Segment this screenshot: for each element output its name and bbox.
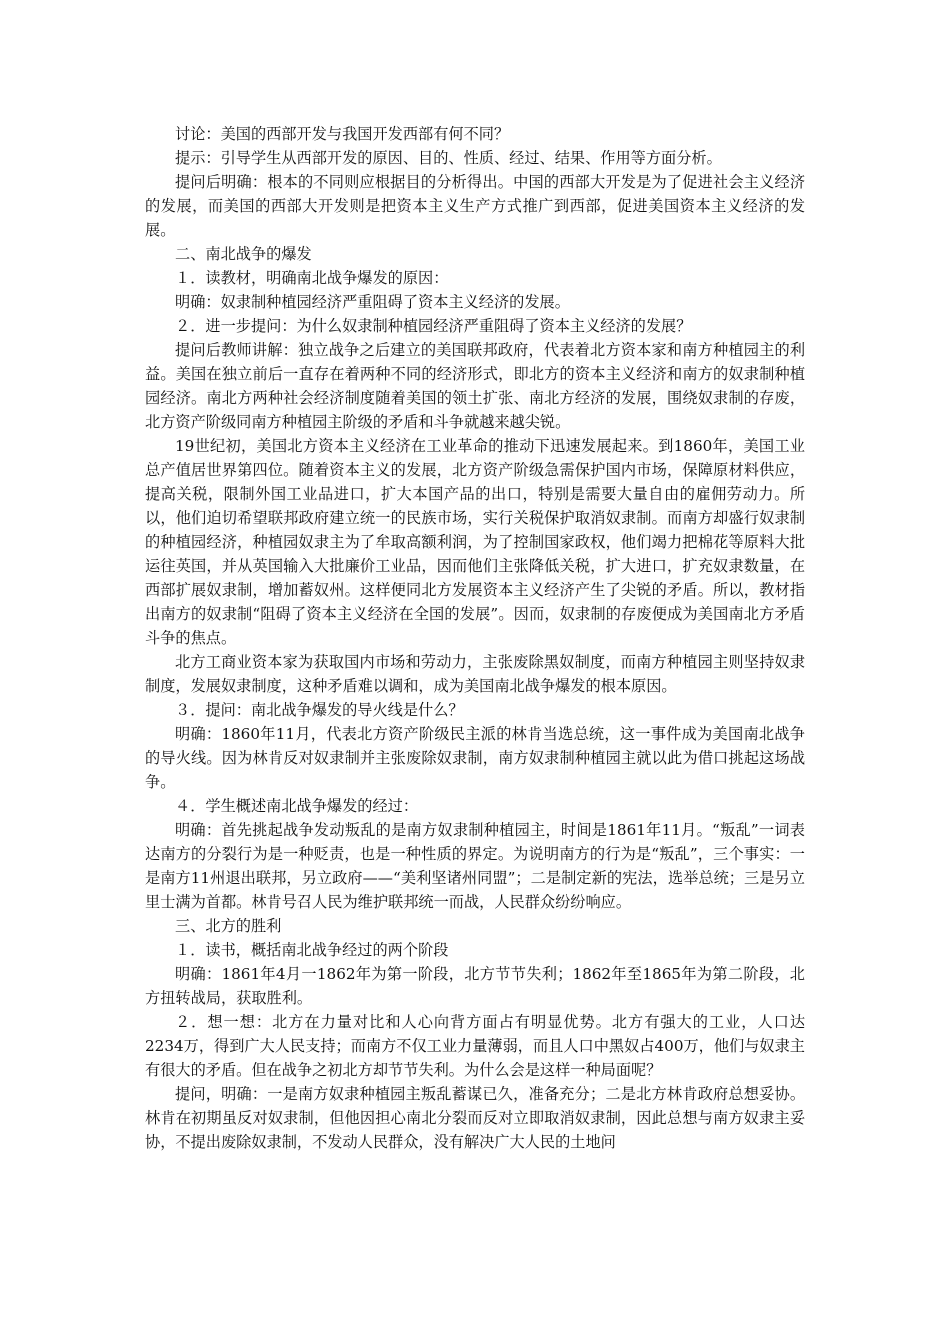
paragraph: 明确：1861年4月一1862年为第一阶段，北方节节失利；1862年至1865年为第二阶段，北方扭转战局，获取胜利。 [145, 965, 805, 1007]
section-heading: 二、南北战争的爆发 [175, 245, 312, 263]
paragraph: １．读教材，明确南北战争爆发的原因： [175, 269, 449, 287]
paragraph: １．读书，概括南北战争经过的两个阶段 [175, 941, 449, 959]
paragraph: 北方工商业资本家为获取国内市场和劳动力，主张废除黑奴制度，而南方种植园主则坚持奴隶制度，发展奴隶制度，这种矛盾难以调和，成为美国南北战争爆发的根本原因。 [145, 653, 805, 695]
paragraph: ４．学生概述南北战争爆发的经过： [175, 797, 418, 815]
paragraph: ２．进一步提问：为什么奴隶制种植园经济严重阻碍了资本主义经济的发展？ [175, 317, 692, 335]
paragraph: 明确：奴隶制种植园经济严重阻碍了资本主义经济的发展。 [175, 293, 570, 311]
paragraph: 提问后明确：根本的不同则应根据目的分析得出。中国的西部大开发是为了促进社会主义经济的发展，而美国的西部大开发则是把资本主义生产方式推广到西部，促进美国资本主义经济的发展。 [145, 173, 805, 239]
document-body [145, 122, 805, 1154]
section-heading: 三、北方的胜利 [175, 917, 282, 935]
paragraph: 提示：引导学生从西部开发的原因、目的、性质、经过、结果、作用等方面分析。 [175, 149, 722, 167]
paragraph: ２．想一想：北方在力量对比和人心向背方面占有明显优势。北方有强大的工业，人口达2234万，得到广大人民支持；而南方不仅工业力量薄弱，而且人口中黑奴占400万，他们与奴隶主有很大的矛盾。但在战争之初北方却节节失利。为什么会是这样一种局面呢？ [145, 1013, 805, 1079]
paragraph: 19世纪初，美国北方资本主义经济在工业革命的推动下迅速发展起来。到1860年，美国工业总产值居世界第四位。随着资本主义的发展，北方资产阶级急需保护国内市场，保障原材料供应，提高关税，限制外国工业品进口，扩大本国产品的出口，特别是需要大量自由的雇佣劳动力。所以，他们迫切希望联邦政府建立统一的民族市场，实行关税保护取消奴隶制。而南方却盛行奴隶制的种植园经济，种植园奴隶主为了牟取高额利润，为了控制国家政权，他们竭力把棉花等原料大批运往英国，并从英国输入大批廉价工业品，因而他们主张降低关税，扩大进口，扩充奴隶数量，在西部扩展奴隶制，增加蓄奴州。这样便同北方发展资本主义经济产生了尖锐的矛盾。所以，教材指出南方的奴隶制“阻碍了资本主义经济在全国的发展”。因而，奴隶制的存废便成为美国南北方矛盾斗争的焦点。 [145, 437, 805, 647]
paragraph: 明确：1860年11月，代表北方资产阶级民主派的林肯当选总统，这一事件成为美国南北战争的导火线。因为林肯反对奴隶制并主张废除奴隶制，南方奴隶制种植园主就以此为借口挑起这场战争。 [145, 725, 805, 791]
paragraph: 提问，明确：一是南方奴隶种植园主叛乱蓄谋已久，准备充分；二是北方林肯政府总想妥协。林肯在初期虽反对奴隶制，但他因担心南北分裂而反对立即取消奴隶制，因此总想与南方奴隶主妥协，不提出废除奴隶制，不发动人民群众，没有解决广大人民的土地问 [145, 1085, 805, 1151]
paragraph: 讨论：美国的西部开发与我国开发西部有何不同？ [175, 125, 510, 143]
paragraph: 明确：首先挑起战争发动叛乱的是南方奴隶制种植园主，时间是1861年11月。“叛乱”一词表达南方的分裂行为是一种贬责，也是一种性质的界定。为说明南方的行为是“叛乱”，三个事实：一是南方11州退出联邦，另立政府——“美利坚诸州同盟”；二是制定新的宪法，选举总统；三是另立里士满为首都。林肯号召人民为维护联邦统一而战，人民群众纷纷响应。 [145, 821, 805, 911]
paragraph: ３．提问：南北战争爆发的导火线是什么？ [175, 701, 464, 719]
paragraph: 提问后教师讲解：独立战争之后建立的美国联邦政府，代表着北方资本家和南方种植园主的利益。美国在独立前后一直存在着两种不同的经济形式，即北方的资本主义经济和南方的奴隶制种植园经济。南北方两种社会经济制度随着美国的领土扩张、南北方经济的发展，围绕奴隶制的存废，北方资产阶级同南方种植园主阶级的矛盾和斗争就越来越尖锐。 [145, 341, 805, 431]
